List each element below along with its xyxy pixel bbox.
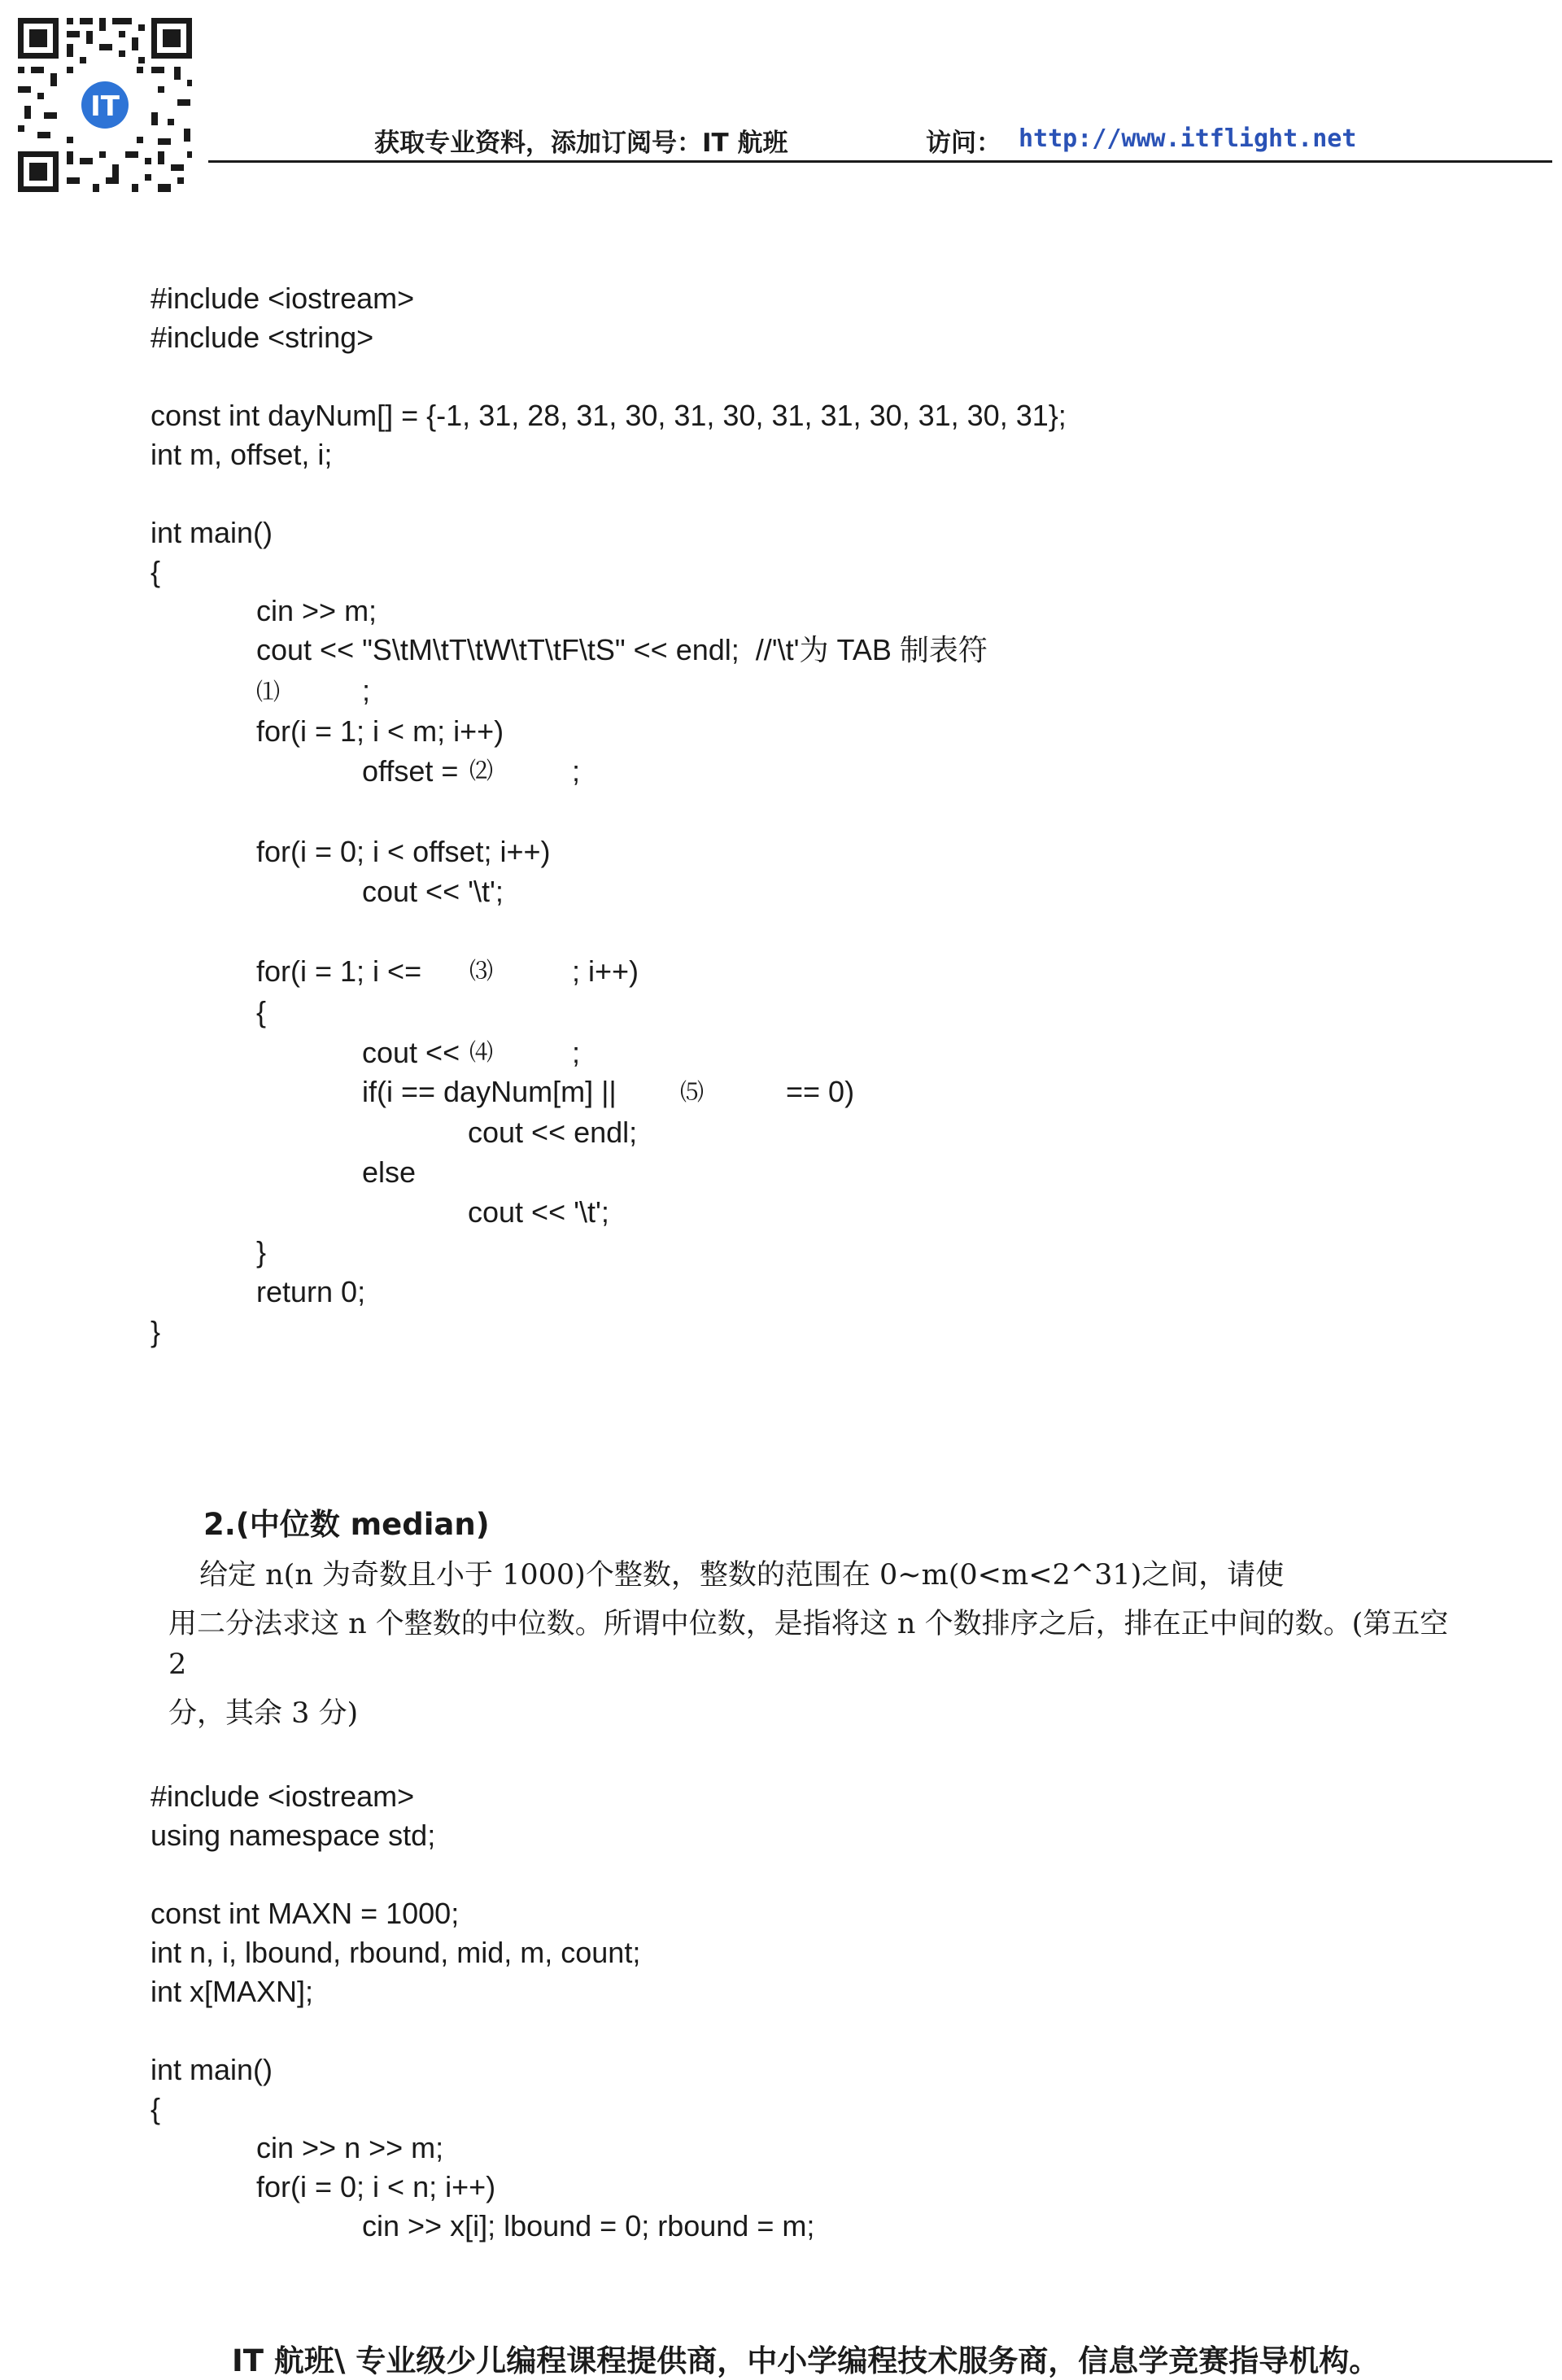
code-line: cin >> m; — [256, 594, 377, 627]
code-line: return 0; — [256, 1275, 366, 1308]
code-line: int main() — [151, 2053, 273, 2086]
blank-label-3: ⑶ — [469, 957, 494, 985]
code-line: int n, i, lbound, rbound, mid, m, count; — [151, 1936, 641, 1969]
site-url-link[interactable]: http://www.itflight.net — [1019, 124, 1357, 153]
code-line: if(i == dayNum[m] || — [362, 1075, 617, 1108]
blank-label-1: ⑴ — [256, 678, 281, 705]
code-line: for(i = 1; i <= — [256, 954, 430, 988]
code-line: for(i = 0; i < offset; i++) — [256, 835, 551, 868]
code-line: ; — [572, 754, 581, 788]
code-line: cout << endl; — [468, 1116, 638, 1149]
qr-code-icon — [15, 15, 195, 195]
blank-label-2: ⑵ — [469, 757, 494, 784]
code-line: ; — [572, 1036, 581, 1069]
code-line: const int dayNum[] = {-1, 31, 28, 31, 30, 31, 30, 31, 31, 30, 31, 30, 31}; — [151, 399, 1067, 432]
code-line: offset = — [362, 754, 467, 788]
code-line: const int MAXN = 1000; — [151, 1897, 460, 1930]
problem-description: 给定 n(n 为奇数且小于 1000)个整数，整数的范围在 0~m(0<m<2^31)之间，请使 — [199, 1559, 1285, 1592]
code-line: } — [151, 1315, 161, 1348]
problem-description: 2 — [168, 1649, 187, 1681]
code-line: cin >> x[i]; lbound = 0; rbound = m; — [362, 2209, 815, 2242]
code-line: cout << '\t'; — [468, 1195, 609, 1229]
code-line: #include <iostream> — [151, 282, 415, 315]
code-line: == 0) — [786, 1075, 855, 1108]
code-line: } — [256, 1235, 267, 1269]
code-line: for(i = 0; i < n; i++) — [256, 2170, 496, 2203]
code-line: #include <string> — [151, 321, 374, 354]
code-line: { — [256, 995, 267, 1028]
code-line: int main() — [151, 516, 273, 549]
code-line: cin >> n >> m; — [256, 2131, 444, 2164]
blank-label-4: ⑷ — [469, 1038, 494, 1066]
code-line: { — [151, 555, 161, 588]
code-line: #include <iostream> — [151, 1780, 415, 1813]
qr-logo-text: IT — [90, 90, 120, 123]
code-line: int x[MAXN]; — [151, 1975, 314, 2008]
code-line: ; — [362, 674, 371, 707]
code-line: cout << "S\tM\tT\tW\tT\tF\tS" << endl; //'\t'为 TAB 制表符 — [256, 633, 988, 666]
code-line: ; i++) — [572, 954, 639, 988]
blank-label-5: ⑸ — [680, 1078, 705, 1106]
code-line: for(i = 1; i < m; i++) — [256, 714, 504, 748]
code-line: using namespace std; — [151, 1819, 436, 1852]
visit-label: 访问： — [926, 129, 1001, 158]
header-divider — [208, 160, 1552, 163]
code-line: { — [151, 2092, 161, 2125]
code-line: int m, offset, i; — [151, 438, 333, 471]
problem-description: 用二分法求这 n 个整数的中位数。所谓中位数，是指将这 n 个数排序之后，排在正中间的数。(第五空 — [168, 1608, 1449, 1640]
code-line: else — [362, 1155, 417, 1189]
subscribe-text: 获取专业资料，添加订阅号：IT 航班 — [374, 129, 788, 158]
section-title: 2.(中位数 median) — [203, 1507, 490, 1542]
problem-description: 分，其余 3 分) — [168, 1697, 359, 1730]
code-line: cout << — [362, 1036, 469, 1069]
footer-tagline: IT 航班\ 专业级少儿编程课程提供商，中小学编程技术服务商，信息学竞赛指导机构。 — [232, 2343, 1380, 2378]
page-header — [0, 0, 1562, 195]
code-line: cout << '\t'; — [362, 875, 504, 908]
